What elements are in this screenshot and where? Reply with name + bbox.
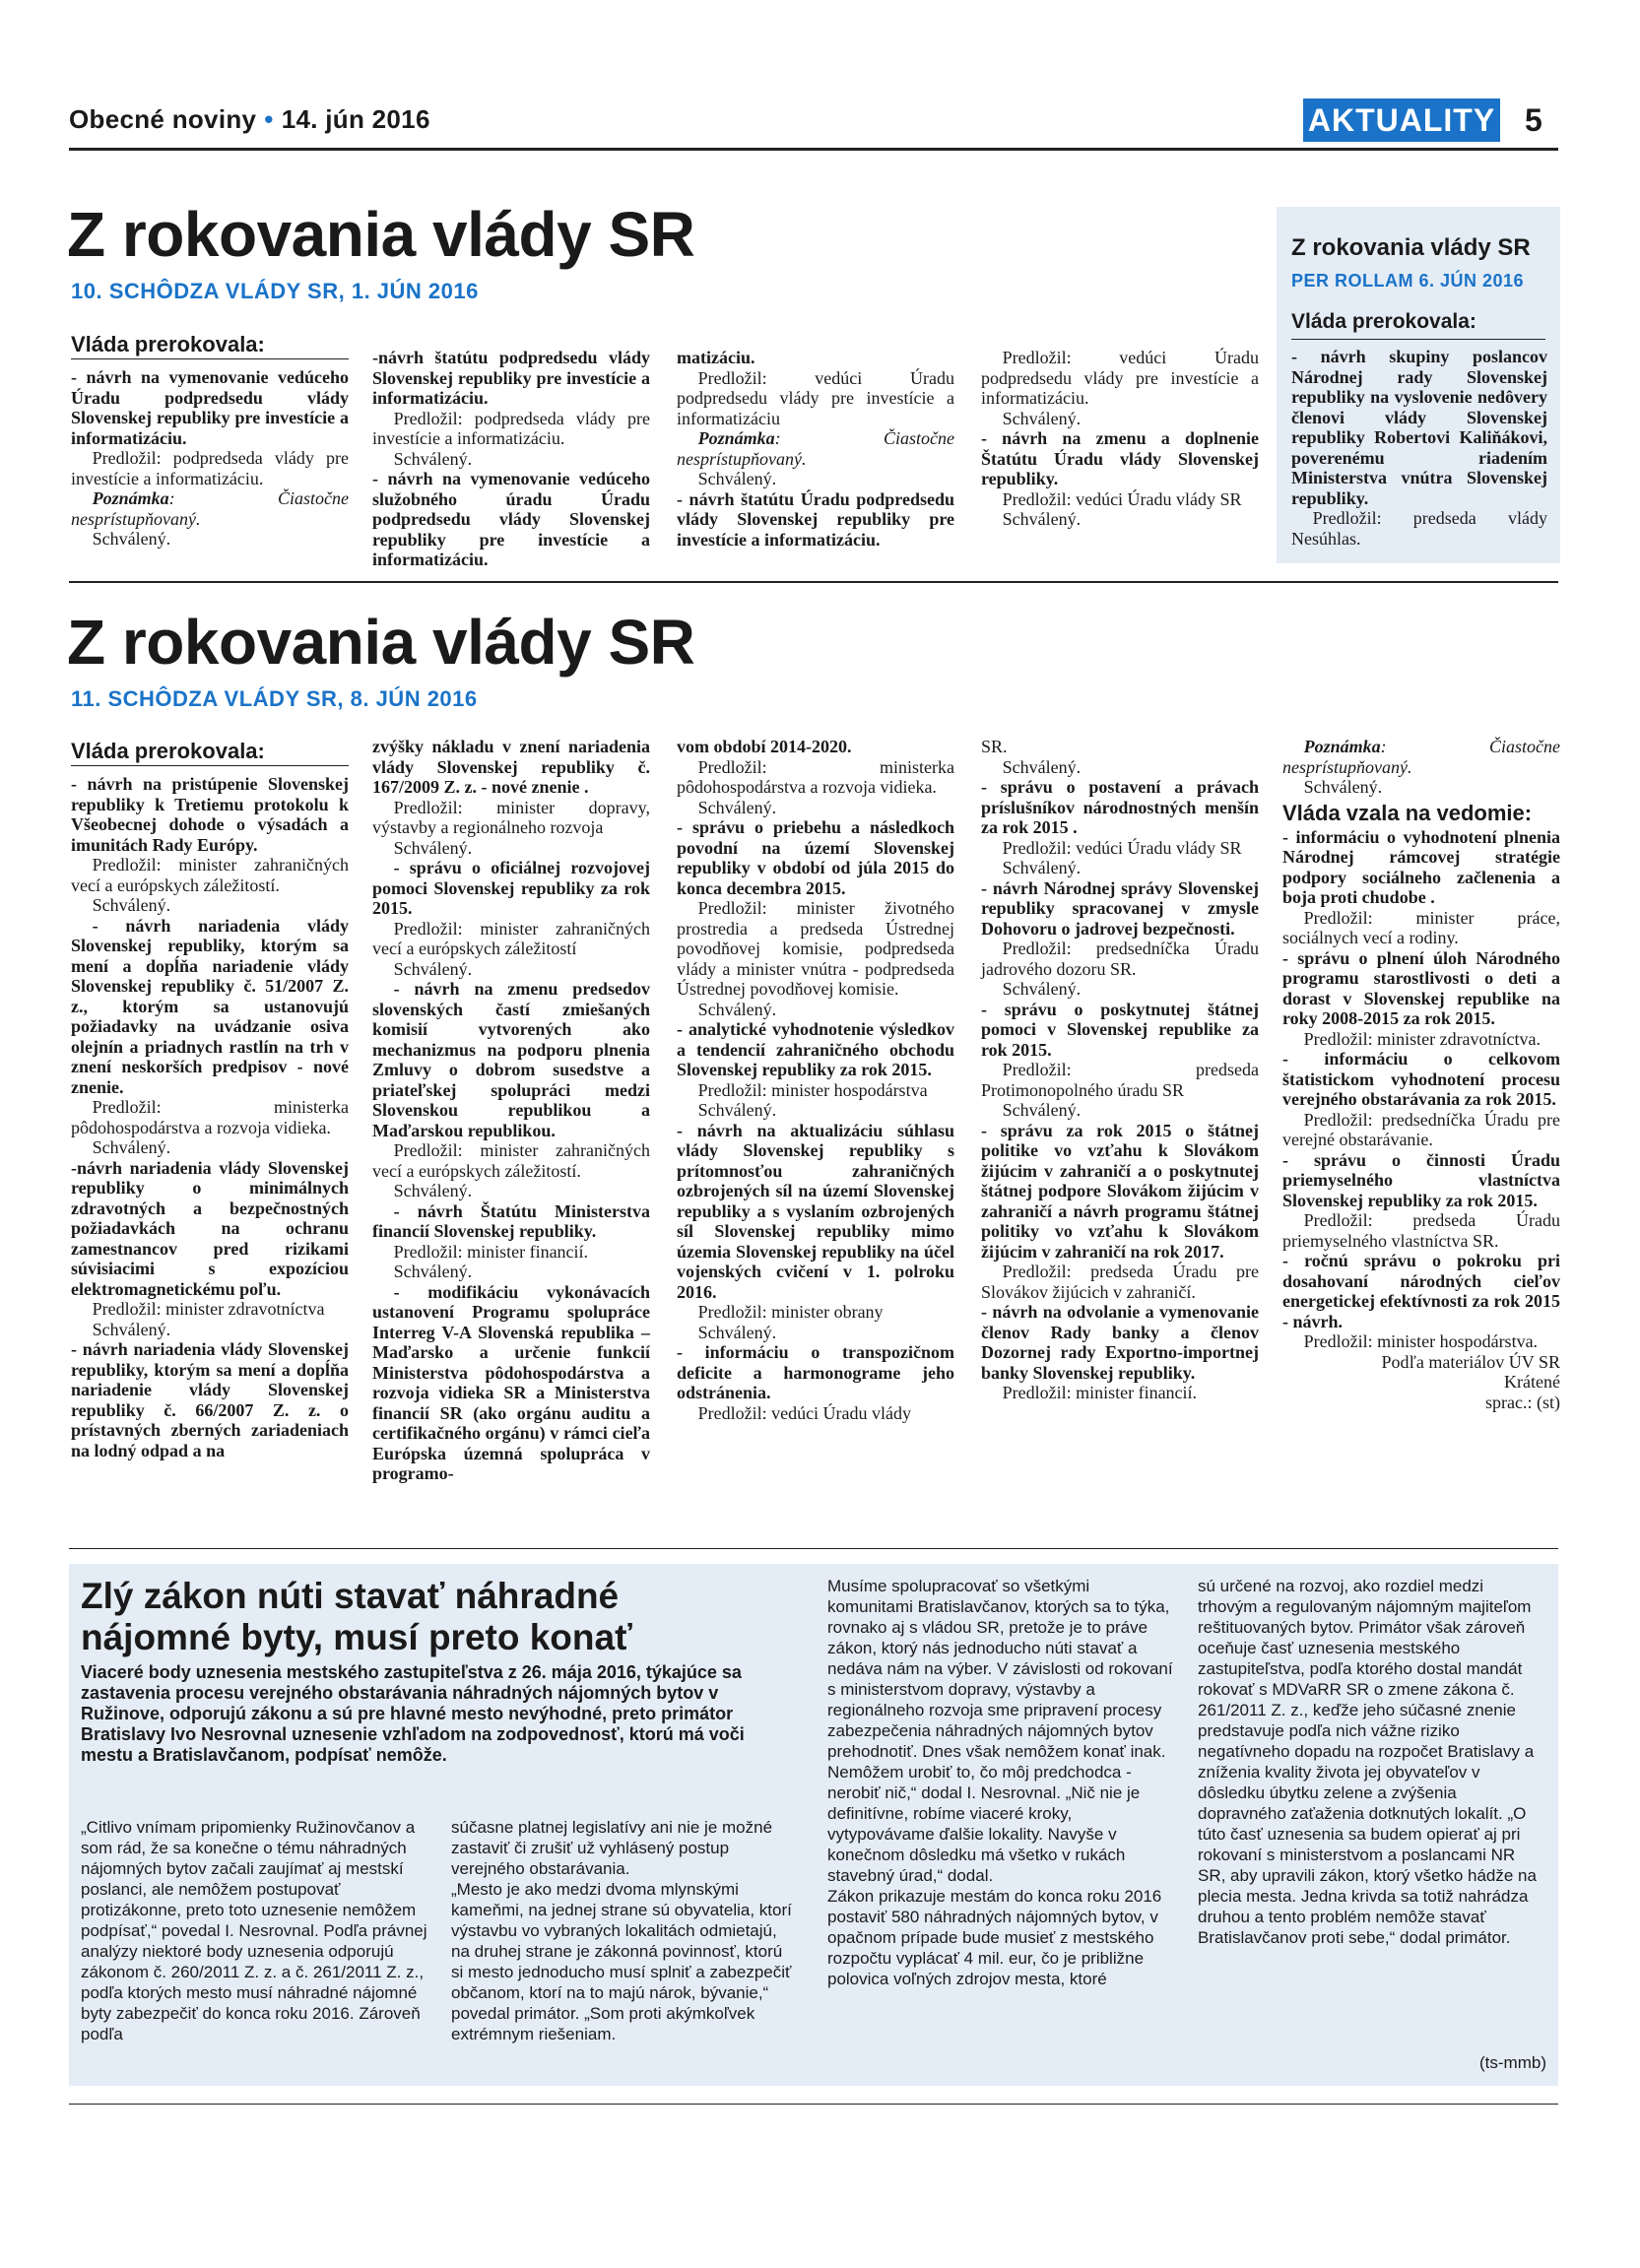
- sidebar-subtitle: PER ROLLAM 6. JÚN 2016: [1291, 271, 1525, 291]
- story-column-4: sú určené na rozvoj, ako rozdiel medzi trhovým a regulovaným nájomným majiteľom reštituovaných bytov. Primátor však zároveň oceňuje časť uznesenia mestského zastupiteľstva, podľa ktorého dostal mandát rokovať s MDVaRR SR o zmene zákona č. 261/2011 Z. z., keďže jeho súčasné znenie predstavuje podľa nich vážne riziko negatívneho dopadu na rozpočet Bratislavy a zníženia kvality života jej obyvateľov v dôsledku úbytku zelene a zvýšenia dopravného zaťaženia dotknutých lokalít. „O túto časť uznesenia sa budem opierať aj pri rokovaní s ministerstvom a poslancami NR SR, aby upravili zákon, ktorý všetko hádže na plecia mesta. Jedna krivda sa totiž nahrádza druhou a tento problém nemôže stavať Bratislavčanov proti sebe,“ dodal primátor.: [1198, 1577, 1537, 1947]
- article2-label: Vláda prerokovala:: [71, 739, 265, 763]
- article2-label-rule: [71, 765, 349, 766]
- masthead: [69, 104, 430, 135]
- story-column-2: súčasne platnej legislatívy ani nie je možné zastaviť či zrušiť už vyhlásený postup verejného obstarávania. „Mesto je ako medzi dvoma mlynskými kameňmi, na jednej strane sú obyvatelia, ktorí výstavbu vo vybraných lokalitách odmietajú, na druhej strane je zákonná povinnosť, ktorú si mesto jednoducho musí splniť a zabezpečiť občanom, ktorí na to majú nárok, bývanie,“ povedal primátor. „Som proti akýmkoľvek extrémnym riešeniam.: [451, 1818, 792, 2043]
- sidebar-title: Z rokovania vlády SR: [1291, 234, 1531, 261]
- article2-column-5: Poznámka: Čiastočne nesprístupňovaný. Schválený. Vláda vzala na vedomie: - informáciu o vyhodnotení plnenia Národnej rámcovej stratégie podpory sociálneho začlenenia a boja proti chudobe . Predložil: minister práce, sociálnych vecí a rodiny. - správu o plnení úloh Národného programu starostlivosti o deti a dorast v Slovenskej republike na roky 2008-2015 za rok 2015. Predložil: minister zdravotníctva. - informáciu o celkovom štatistickom vyhodnotení procesu verejného obstarávania za rok 2015. Predložil: predsedníčka Úradu pre verejné obstarávanie. - správu o činnosti Úradu priemyselného vlastníctva Slovenskej republiky za rok 2015. Predložil: predseda Úradu priemyselného vlastníctva SR. - ročnú správu o pokroku pri dosahovaní národných cieľov energetickej efektívnosti za rok 2015 - návrh. Predložil: minister hospodárstva. Podľa materiálov ÚV SR Krátené sprac.: (st): [1282, 737, 1560, 1412]
- story-lead: Viaceré body uznesenia mestského zastupiteľstva z 26. mája 2016, týkajúce sa zastavenia procesu verejného obstarávania náhradných nájomných bytov v Ružinove, odporujú zákonu a sú pre hlavné mesto nevýhodné, preto primátor Bratislavy Ivo Nesrovnal uznesenie vzhľadom na zodpovednosť, ktorú má voči mestu a Bratislavčanom, podpísať nemôže.: [81, 1662, 745, 1765]
- page-number: 5: [1525, 102, 1542, 138]
- article2-column-3: vom období 2014-2020. Predložil: ministerka pôdohospodárstva a rozvoja vidieka. Schválený. - správu o priebehu a následkoch povodní na území Slovenskej republiky v období od júla 2015 do konca decembra 2015. Predložil: minister životného prostredia a predseda Ústrednej povodňovej komisie, podpredseda vlády a minister vnútra - podpredseda Ústrednej povodňovej komisie. Schválený. - analytické vyhodnotenie výsledkov a tendencií zahraničného obchodu Slovenskej republiky za rok 2015. Predložil: minister hospodárstva Schválený. - návrh na aktualizáciu súhlasu vlády Slovenskej republiky s prítomnosťou zahraničných ozbrojených síl na území Slovenskej republiky a s vyslaním ozbrojených síl Slovenskej republiky mimo územia Slovenskej republiky na účel vojenských cvičení v 1. polroku 2016. Predložil: minister obrany Schválený. - informáciu o transpozičnom deficite a harmonograme jeho odstránenia. Predložil: vedúci Úradu vlády: [677, 737, 954, 1423]
- article2-column-2: zvýšky nákladu v znení nariadenia vlády Slovenskej republiky č. 167/2009 Z. z. - nové znenie . Predložil: minister dopravy, výstavby a regionálneho rozvoja Schválený. - správu o oficiálnej rozvojovej pomoci Slovenskej republiky za rok 2015. Predložil: minister zahraničných vecí a európskych záležitostí Schválený. - návrh na zmenu predsedov slovenských častí zmiešaných komisií vytvorených ako mechanizmus na podporu plnenia Zmluvy o dobrom susedstve a priateľskej spolupráci medzi Slovenskou republikou a Maďarskou republikou. Predložil: minister zahraničných vecí a európskych záležitostí. Schválený. - návrh Štatútu Ministerstva financií Slovenskej republiky. Predložil: minister financií. Schválený. - modifikáciu vykonávacích ustanovení Programu spolupráce Interreg V-A Slovenská republika – Maďarsko a určenie funkcií Ministerstva pôdohospodárstva a rozvoja vidieka SR a Ministerstva financií SR (ako orgánu auditu a certifikačného orgánu) v rámci cieľa Európska územná spolupráca v programo-: [372, 737, 650, 1483]
- article1-column-1: - návrh na vymenovanie vedúceho Úradu podpredsedu vlády Slovenskej republiky pre investície a informatizáciu. Predložil: podpredseda vlády pre investície a informatizáciu. Poznámka: Čiastočne nesprístupňovaný. Schválený.: [71, 367, 349, 549]
- header-rule: [69, 148, 1558, 151]
- story-box: [69, 1564, 1558, 2086]
- story-title: Zlý zákon núti stavať náhradné nájomné byty, musí preto konať: [81, 1576, 632, 1657]
- article1-column-4: Predložil: vedúci Úradu podpredsedu vlády pre investície a informatizáciu. Schválený. - návrh na zmenu a doplnenie Štatútu Úradu vlády Slovenskej republiky. Predložil: vedúci Úradu vlády SR Schválený.: [981, 348, 1259, 529]
- article1-label: Vláda prerokovala:: [71, 332, 265, 356]
- sidebar-body: - návrh skupiny poslancov Národnej rady Slovenskej republiky na vyslovenie nedôvery členovi vlády Slovenskej republiky Robertovi Kaliňákovi, poverenému riadením Ministerstva vnútra Slovenskej republiky. Predložil: predseda vlády Nesúhlas.: [1291, 347, 1547, 549]
- issue-date: 14. jún 2016: [281, 104, 430, 134]
- publication-name: Obecné noviny: [69, 104, 257, 134]
- article1-subtitle: 10. SCHÔDZA VLÁDY SR, 1. JÚN 2016: [71, 279, 479, 303]
- article1-title: Z rokovania vlády SR: [67, 199, 695, 270]
- section-badge: AKTUALITY: [1303, 98, 1500, 142]
- article-divider: [69, 581, 1558, 583]
- article2-column-4: SR. Schválený. - správu o postavení a právach príslušníkov národnostných menšín za rok 2015 . Predložil: vedúci Úradu vlády SR Schválený. - návrh Národnej správy Slovenskej republiky spracovanej v zmysle Dohovoru o jadrovej bezpečnosti. Predložil: predsedníčka Úradu jadrového dozoru SR. Schválený. - správu o poskytnutej štátnej pomoci v Slovenskej republike za rok 2015. Predložil: predseda Protimonopolného úradu SR Schválený. - správu za rok 2015 o štátnej politike vo vzťahu k Slovákom žijúcim v zahraničí a o poskytnutej štátnej podpore Slovákom žijúcim v zahraničí a návrh programu štátnej politiky vo vzťahu k Slovákom žijúcim v zahraničí na rok 2017. Predložil: predseda Úradu pre Slovákov žijúcich v zahraničí. - návrh na odvolanie a vymenovanie členov Rady banky a členov Dozornej rady Exportno-importnej banky Slovenskej republiky. Predložil: minister financií.: [981, 737, 1259, 1402]
- footer-rule: [69, 2104, 1558, 2105]
- article2-column-1: - návrh na pristúpenie Slovenskej republiky k Tretiemu protokolu k Všeobecnej dohode o výsadách a imunitách Rady Európy. Predložil: minister zahraničných vecí a európskych záležitostí. Schválený. - návrh nariadenia vlády Slovenskej republiky, ktorým sa mení a dopĺňa nariadenie vlády Slovenskej republiky č. 51/2007 Z. z., ktorým sa ustanovujú požiadavky na uvádzanie osiva olejnín a priadnych rastlín na trh v znení neskorších predpisov - nové znenie. Predložil: ministerka pôdohospodárstva a rozvoja vidieka. Schválený. -návrh nariadenia vlády Slovenskej republiky o minimálnych zdravotných a bezpečnostných požiadavkách na ochranu zamestnancov pred rizikami súvisiacimi s expozíciou elektromagnetickému poľu. Predložil: minister zdravotníctva Schválený. - návrh nariadenia vlády Slovenskej republiky, ktorým sa mení a dopĺňa nariadenie vlády Slovenskej republiky č. 66/2007 Z. z. o prístavných zberných zariadeniach na lodný odpad a na: [71, 774, 349, 1460]
- story-column-3: Musíme spolupracovať so všetkými komunitami Bratislavčanov, ktorých sa to týka, rovnako aj s vládou SR, pretože je to práve zákon, ktorý nás jednoducho núti stavať a nedáva nám na výber. V závislosti od rokovaní s ministerstvom dopravy, výstavby a regionálneho rozvoja sme pripravení procesy zabezpečenia náhradných nájomných bytov prehodnotiť. Dnes však nemôžem konať inak. Nemôžem urobiť to, čo môj predchodca - nerobiť nič,“ dodal I. Nesrovnal. „Nič nie je definitívne, robíme viaceré kroky, vytypovávame ďalšie lokality. Navyše v konečnom dôsledku má všetko v rukách stavebný úrad,“ dodal. Zákon prikazuje mestám do konca roku 2016 postaviť 580 náhradných nájomných bytov, v opačnom prípade bude musieť z mestského rozpočtu vyplácať 4 mil. eur, čo je približne polovica voľných zdrojov mesta, ktoré: [827, 1577, 1173, 1988]
- article1-column-2: -návrh štatútu podpredsedu vlády Slovenskej republiky pre investície a informatizáciu. Predložil: podpredseda vlády pre investície a informatizáciu. Schválený. - návrh na vymenovanie vedúceho služobného úradu Úradu podpredsedu vlády Slovenskej republiky pre investície a informatizáciu.: [372, 348, 650, 569]
- article1-column-3: matizáciu. Predložil: vedúci Úradu podpredsedu vlády pre investície a informatizáciu Poznámka: Čiastočne nesprístupňovaný. Schválený. - návrh štatútu Úradu podpredsedu vlády Slovenskej republiky pre investície a informatizáciu.: [677, 348, 954, 550]
- separator-dot: •: [264, 104, 274, 134]
- sidebar-label-rule: [1291, 339, 1545, 340]
- article2-bottom-rule: [69, 1548, 1558, 1549]
- sidebar-label: Vláda prerokovala:: [1291, 310, 1476, 333]
- story-byline: (ts-mmb): [1479, 2053, 1546, 2072]
- article2-subtitle: 11. SCHÔDZA VLÁDY SR, 8. JÚN 2016: [71, 686, 478, 711]
- sidebar-per-rollam: [1277, 207, 1560, 563]
- story-column-1: „Citlivo vnímam pripomienky Ružinovčanov a som rád, že sa konečne o tému náhradných nájomných bytov začali zaujímať aj mestskí poslanci, ale nemôžem postupovať protizákonne, preto toto uznesenie nemôžem podpísať,“ povedal I. Nesrovnal. Podľa právnej analýzy niektoré body uznesenia odporujú zákonom č. 260/2011 Z. z. a č. 261/2011 Z. z., podľa ktorých mesto musí náhradné nájomné byty zabezpečiť do konca roku 2016. Zároveň podľa: [81, 1818, 427, 2043]
- article2-title: Z rokovania vlády SR: [67, 607, 695, 678]
- article1-label-rule: [71, 358, 349, 359]
